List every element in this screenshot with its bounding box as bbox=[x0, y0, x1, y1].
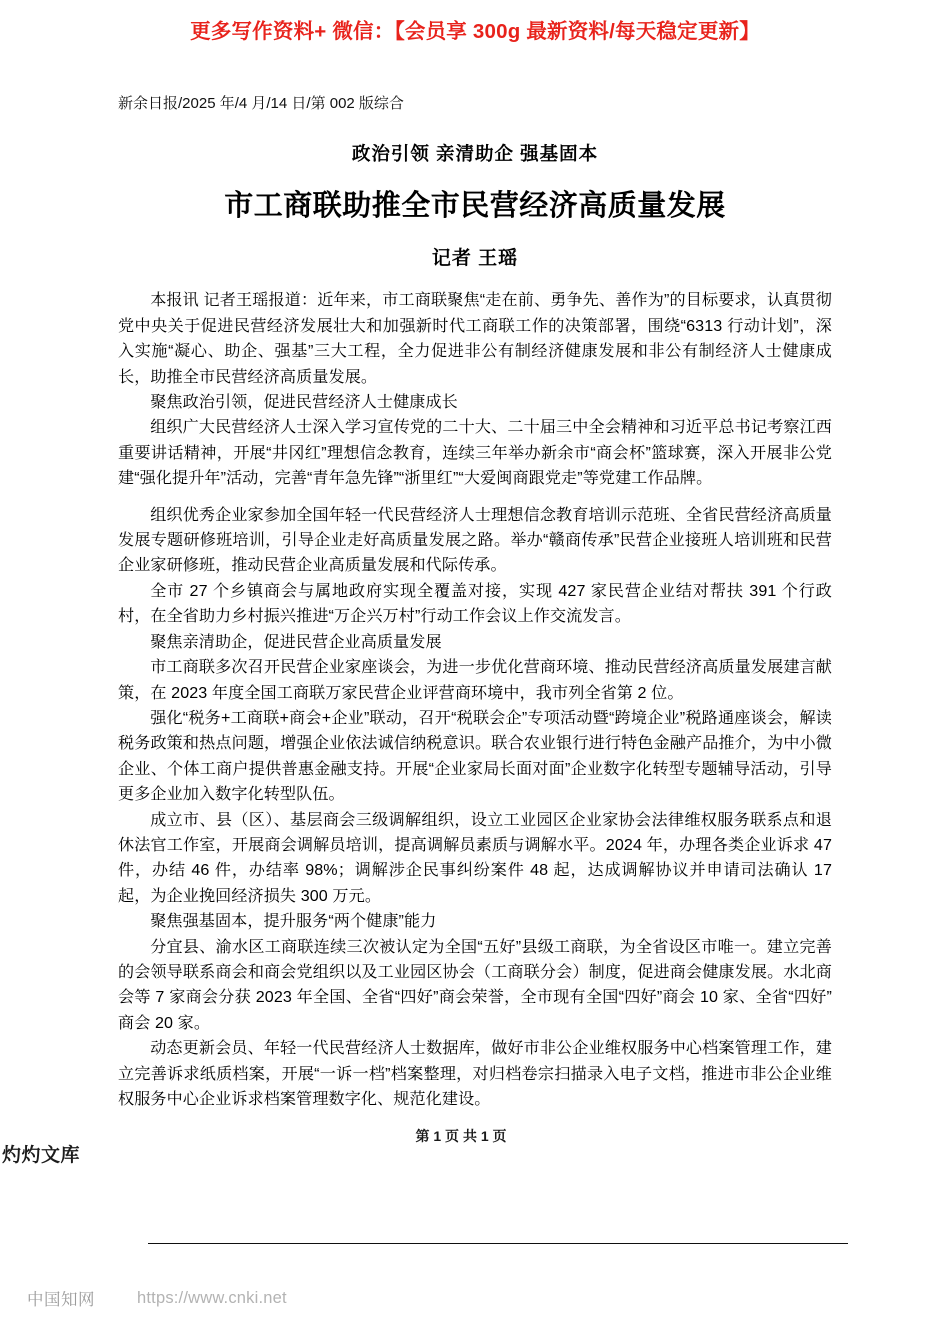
article-paragraph: 成立市、县（区）、基层商会三级调解组织，设立工业园区企业家协会法律维权服务联系点和退休法官工作室，开展商会调解员培训，提高调解员素质与调解水平。2024 年，办理各类企业诉求 47 件，办结 46 件，办结率 98%；调解涉企民事纠纷案件 48 起，达成调解协议并申请司法确认 17 起，为企业挽回经济损失 300 万元。 bbox=[118, 810, 832, 905]
article-body bbox=[118, 288, 832, 1112]
article-kicker: 政治引领 亲清助企 强基固本 bbox=[351, 143, 599, 164]
footer-divider bbox=[148, 1243, 848, 1244]
cnki-brand-name: 中国知网 bbox=[27, 1291, 95, 1309]
cnki-footer-bar bbox=[27, 1286, 287, 1310]
article-byline: 记者 王瑶 bbox=[431, 248, 519, 270]
promo-banner bbox=[0, 14, 950, 44]
article-paragraph: 组织优秀企业家参加全国年轻一代民营经济人士理想信念教育培训示范班、全省民营经济高质量发展专题研修班培训，引导企业走好高质量发展之路。举办“赣商传承”民营企业接班人培训班和民营企业家研修班，推动民营企业高质量发展和代际传承。 bbox=[118, 505, 832, 575]
promo-banner-bracketed: 【会员享 300g 最新资料/每天稳定更新】 bbox=[394, 20, 760, 43]
article-paragraph: 聚焦政治引领，促进民营经济人士健康成长 bbox=[150, 393, 458, 412]
page-title: 市工商联助推全市民营经济高质量发展 bbox=[224, 190, 726, 222]
article-paragraph: 组织广大民营经济人士深入学习宣传党的二十大、二十届三中全会精神和习近平总书记考察江西重要讲话精神，开展“井冈红”理想信念教育，连续三年举办新余市“商会杯”篮球赛，深入开展非公党建“强化提升年”活动，完善“青年急先锋”“浙里红”“大爱闽商跟党走”等党建工作品牌。 bbox=[118, 418, 832, 488]
source-line: 新余日报/2025 年/4 月/14 日/第 002 版综合 bbox=[118, 95, 404, 112]
cnki-url[interactable]: https://www.cnki.net bbox=[137, 1288, 287, 1307]
article-paragraph: 聚焦亲清助企，促进民营企业高质量发展 bbox=[150, 632, 442, 651]
article-paragraph: 强化“税务+工商联+商会+企业”联动，召开“税联会企”专项活动暨“跨境企业”税路通座谈会，解读税务政策和热点问题，增强企业依法诚信纳税意识。联合农业银行进行特色金融产品推介，为中小微企业、个体工商户提供普惠金融支持。开展“企业家局长面对面”企业数字化转型专题辅导活动，引导更多企业加入数字化转型队伍。 bbox=[118, 708, 832, 804]
article-paragraph: 动态更新会员、年轻一代民营经济人士数据库，做好市非公企业维权服务中心档案管理工作，建立完善诉求纸质档案，开展“一诉一档”档案整理，对归档卷宗扫描录入电子文档，推进市非公企业维权服务中心企业诉求档案管理数字化、规范化建设。 bbox=[118, 1039, 832, 1109]
article-paragraph: 市工商联多次召开民营企业家座谈会，为进一步优化营商环境、推动民营经济高质量发展建言献策，在 2023 年度全国工商联万家民营企业评营商环境中，我市列全省第 2 位。 bbox=[118, 658, 832, 702]
article-paragraph: 全市 27 个乡镇商会与属地政府实现全覆盖对接，实现 427 家民营企业结对帮扶 391 个行政村，在全省助力乡村振兴推进“万企兴万村”行动工作会议上作交流发言。 bbox=[118, 581, 832, 626]
promo-banner-lead: 更多写作资料+ 微信： bbox=[190, 20, 395, 43]
article-paragraph: 聚焦强基固本，提升服务“两个健康”能力 bbox=[150, 912, 437, 931]
article-paragraph: 分宜县、渝水区工商联连续三次被认定为全国“五好”县级工商联，为全省设区市唯一。建立完善的会领导联系商会和商会党组织以及工业园区协会（工商联分会）制度，促进商会健康发展。水北商会等 7 家商会分获 2023 年全国、全省“四好”商会荣誉，全市现有全国“四好”商会 10 家、全省“四好”商会 20 家。 bbox=[118, 937, 832, 1032]
document-content bbox=[118, 92, 832, 1112]
article-paragraph: 本报讯 记者王瑶报道：近年来，市工商联聚焦“走在前、勇争先、善作为”的目标要求，认真贯彻党中央关于促进民营经济发展壮大和加强新时代工商联工作的决策部署，围绕“6313 行动计划”，深入实施“凝心、助企、强基”三大工程，全力促进非公有制经济健康发展和非公有制经济人士健康成长，助推全市民营经济高质量发展。 bbox=[118, 291, 832, 386]
page-number: 第 1 页 共 1 页 bbox=[415, 1128, 507, 1144]
library-watermark: 灼灼文库 bbox=[2, 1145, 81, 1166]
